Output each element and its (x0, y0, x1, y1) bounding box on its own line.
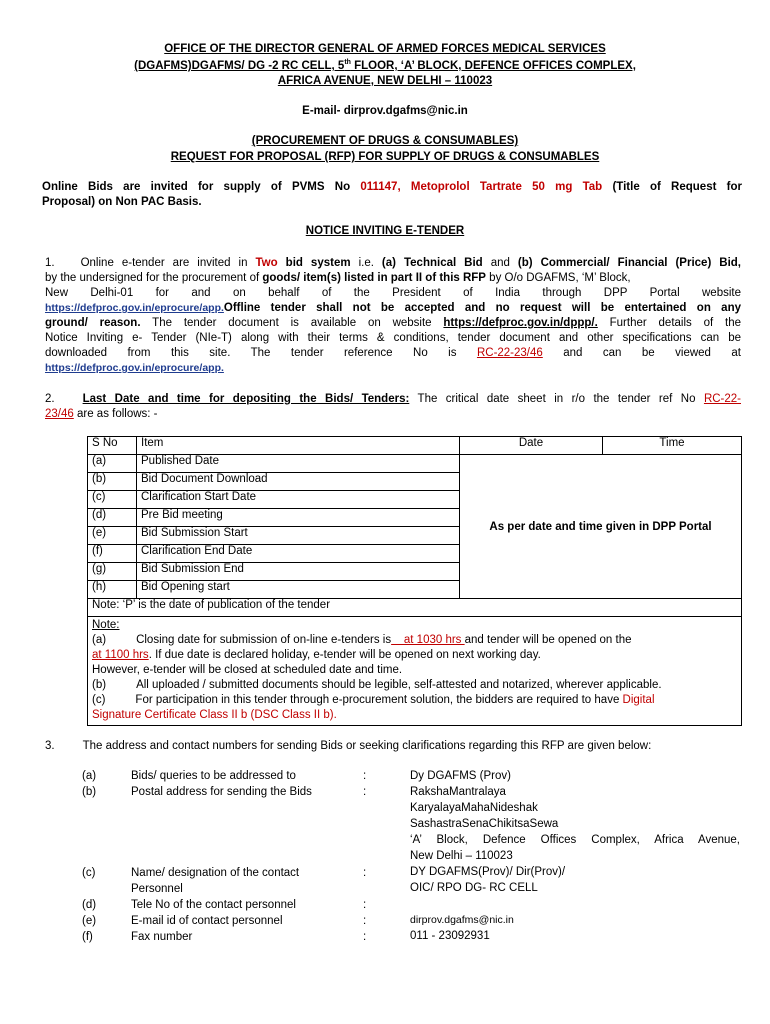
contact-email: dirprov.dgafms@nic.in (410, 914, 514, 926)
header-item: Item (137, 437, 460, 455)
eprocure-link[interactable]: https://defproc.gov.in/eprocure/app. (45, 302, 224, 314)
critical-date-table (87, 436, 742, 726)
contact-values (410, 768, 740, 944)
table-row: (c) Clarification Start Date (88, 491, 742, 509)
table-row: (d) Pre Bid meeting (88, 509, 742, 527)
intro-paragraph: Online Bids are invited for supply of PVMS No 011147, Metoprolol Tartrate 50 mg Tab (Title of Request for Proposal) on Non PAC Basis. (42, 181, 742, 208)
header-date: Date (460, 437, 603, 455)
table-row: (b) Bid Document Download (88, 473, 742, 491)
contact-personnel: DY DGAFMS(Prov)/ Dir(Prov)/ OIC/ RPO DG- RC CELL (410, 866, 566, 894)
office-header-line3: AFRICA AVENUE, NEW DELHI – 110023 (277, 75, 493, 87)
contact-keys: (a) (b) (c) (d) (e) (f) (82, 770, 97, 943)
addressee: Dy DGAFMS (Prov) (410, 770, 511, 782)
office-email: E-mail- dirprov.dgafms@nic.in (302, 105, 468, 117)
table-header-row (88, 437, 742, 455)
rfp-title: REQUEST FOR PROPOSAL (RFP) FOR SUPPLY OF DRUGS & CONSUMABLES (170, 151, 600, 163)
contact-labels: Bids/ queries to be addressed to Postal address for sending the Bids Name/ designation of the contact Personnel Tele No of the contact personnel E-mail id of contact personnel Fax number (131, 770, 312, 943)
procurement-subtitle: (PROCUREMENT OF DRUGS & CONSUMABLES) (251, 135, 519, 147)
note-row: Note: ‘P’ is the date of publication of the tender (88, 599, 742, 617)
notice-title: NOTICE INVITING E-TENDER (305, 225, 465, 237)
dppp-link[interactable]: https://defproc.gov.in/dppp/. (443, 317, 598, 329)
table-row: (a) Published Date As per date and time given in DPP Portal (88, 455, 742, 473)
fax-number: 011 - 23092931 (410, 930, 490, 942)
paragraph-1: 1. Online e-tender are invited in Two bid system i.e. (a) Technical Bid and (b) Commercial/ Financial (Price) Bid, by the undersigned for the procurement of goods/ item(s) listed in part II of this RFP by O/o DGAFMS, ‘M’ Block, New Delhi-01 for and on behalf of the President of India through DPP Portal website https://defproc.gov.in/eprocure/app.Offline tender shall not be accepted and no request will be entertained on any ground/ reason. The tender document is available on website https://defproc.gov.in/dppp/. Further details of the Notice Inviting e- Tender (NIe-T) along with their terms & conditions, tender document and other specifications can be downloaded from this site. The tender reference No is RC-22-23/46 and can be viewed at https://defproc.gov.in/eprocure/app. (45, 257, 742, 374)
table-row: (e) Bid Submission Start (88, 527, 742, 545)
office-header-line1: OFFICE OF THE DIRECTOR GENERAL OF ARMED FORCES MEDICAL SERVICES (164, 43, 606, 55)
dpp-portal-note: As per date and time given in DPP Portal (460, 455, 742, 599)
tele-number (410, 896, 740, 912)
postal-address: RakshaMantralaya KaryalayaMahaNideshak SashastraSenaChikitsaSewa ‘A’ Block, Defence Offices Complex, Africa Avenue, New Delhi – 110023 (410, 786, 740, 862)
tender-reference: RC-22-23/46 (476, 347, 543, 359)
table-row: (g) Bid Submission End (88, 563, 742, 581)
office-header-line2: (DGAFMS)DGAFMS/ DG -2 RC CELL, 5th FLOOR, ‘A’ BLOCK, DEFENCE OFFICES COMPLEX, (134, 59, 636, 72)
table-row: (h) Bid Opening start (88, 581, 742, 599)
header-sno: S No (88, 437, 137, 455)
eprocure-link-2[interactable]: https://defproc.gov.in/eprocure/app. (45, 362, 224, 374)
header-time: Time (603, 437, 742, 455)
table-row: (f) Clarification End Date (88, 545, 742, 563)
paragraph-2: 2. Last Date and time for depositing the Bids/ Tenders: The critical date sheet in r/o the tender ref No RC-22- 23/46 are as follows: - (45, 393, 741, 420)
closing-notes-row: Note: (a) Closing date for submission of on-line e-tenders is at 1030 hrs and tender will be opened on the at 1100 hrs. If due date is declared holiday, e-tender will be opened on next working day. However, e-tender will be closed at scheduled date and time. (b) All uploaded / submitted documents should be legible, self-attested and notarized, wherever applicable. (c) For participation in this tender through e-procurement solution, the bidders are required to have Digital Signature Certificate Class II b (DSC Class II b). (88, 617, 742, 726)
contact-colons: : : : : : : (363, 770, 367, 943)
paragraph-3: 3. The address and contact numbers for sending Bids or seeking clarifications regarding this RFP are given below: (45, 740, 652, 752)
